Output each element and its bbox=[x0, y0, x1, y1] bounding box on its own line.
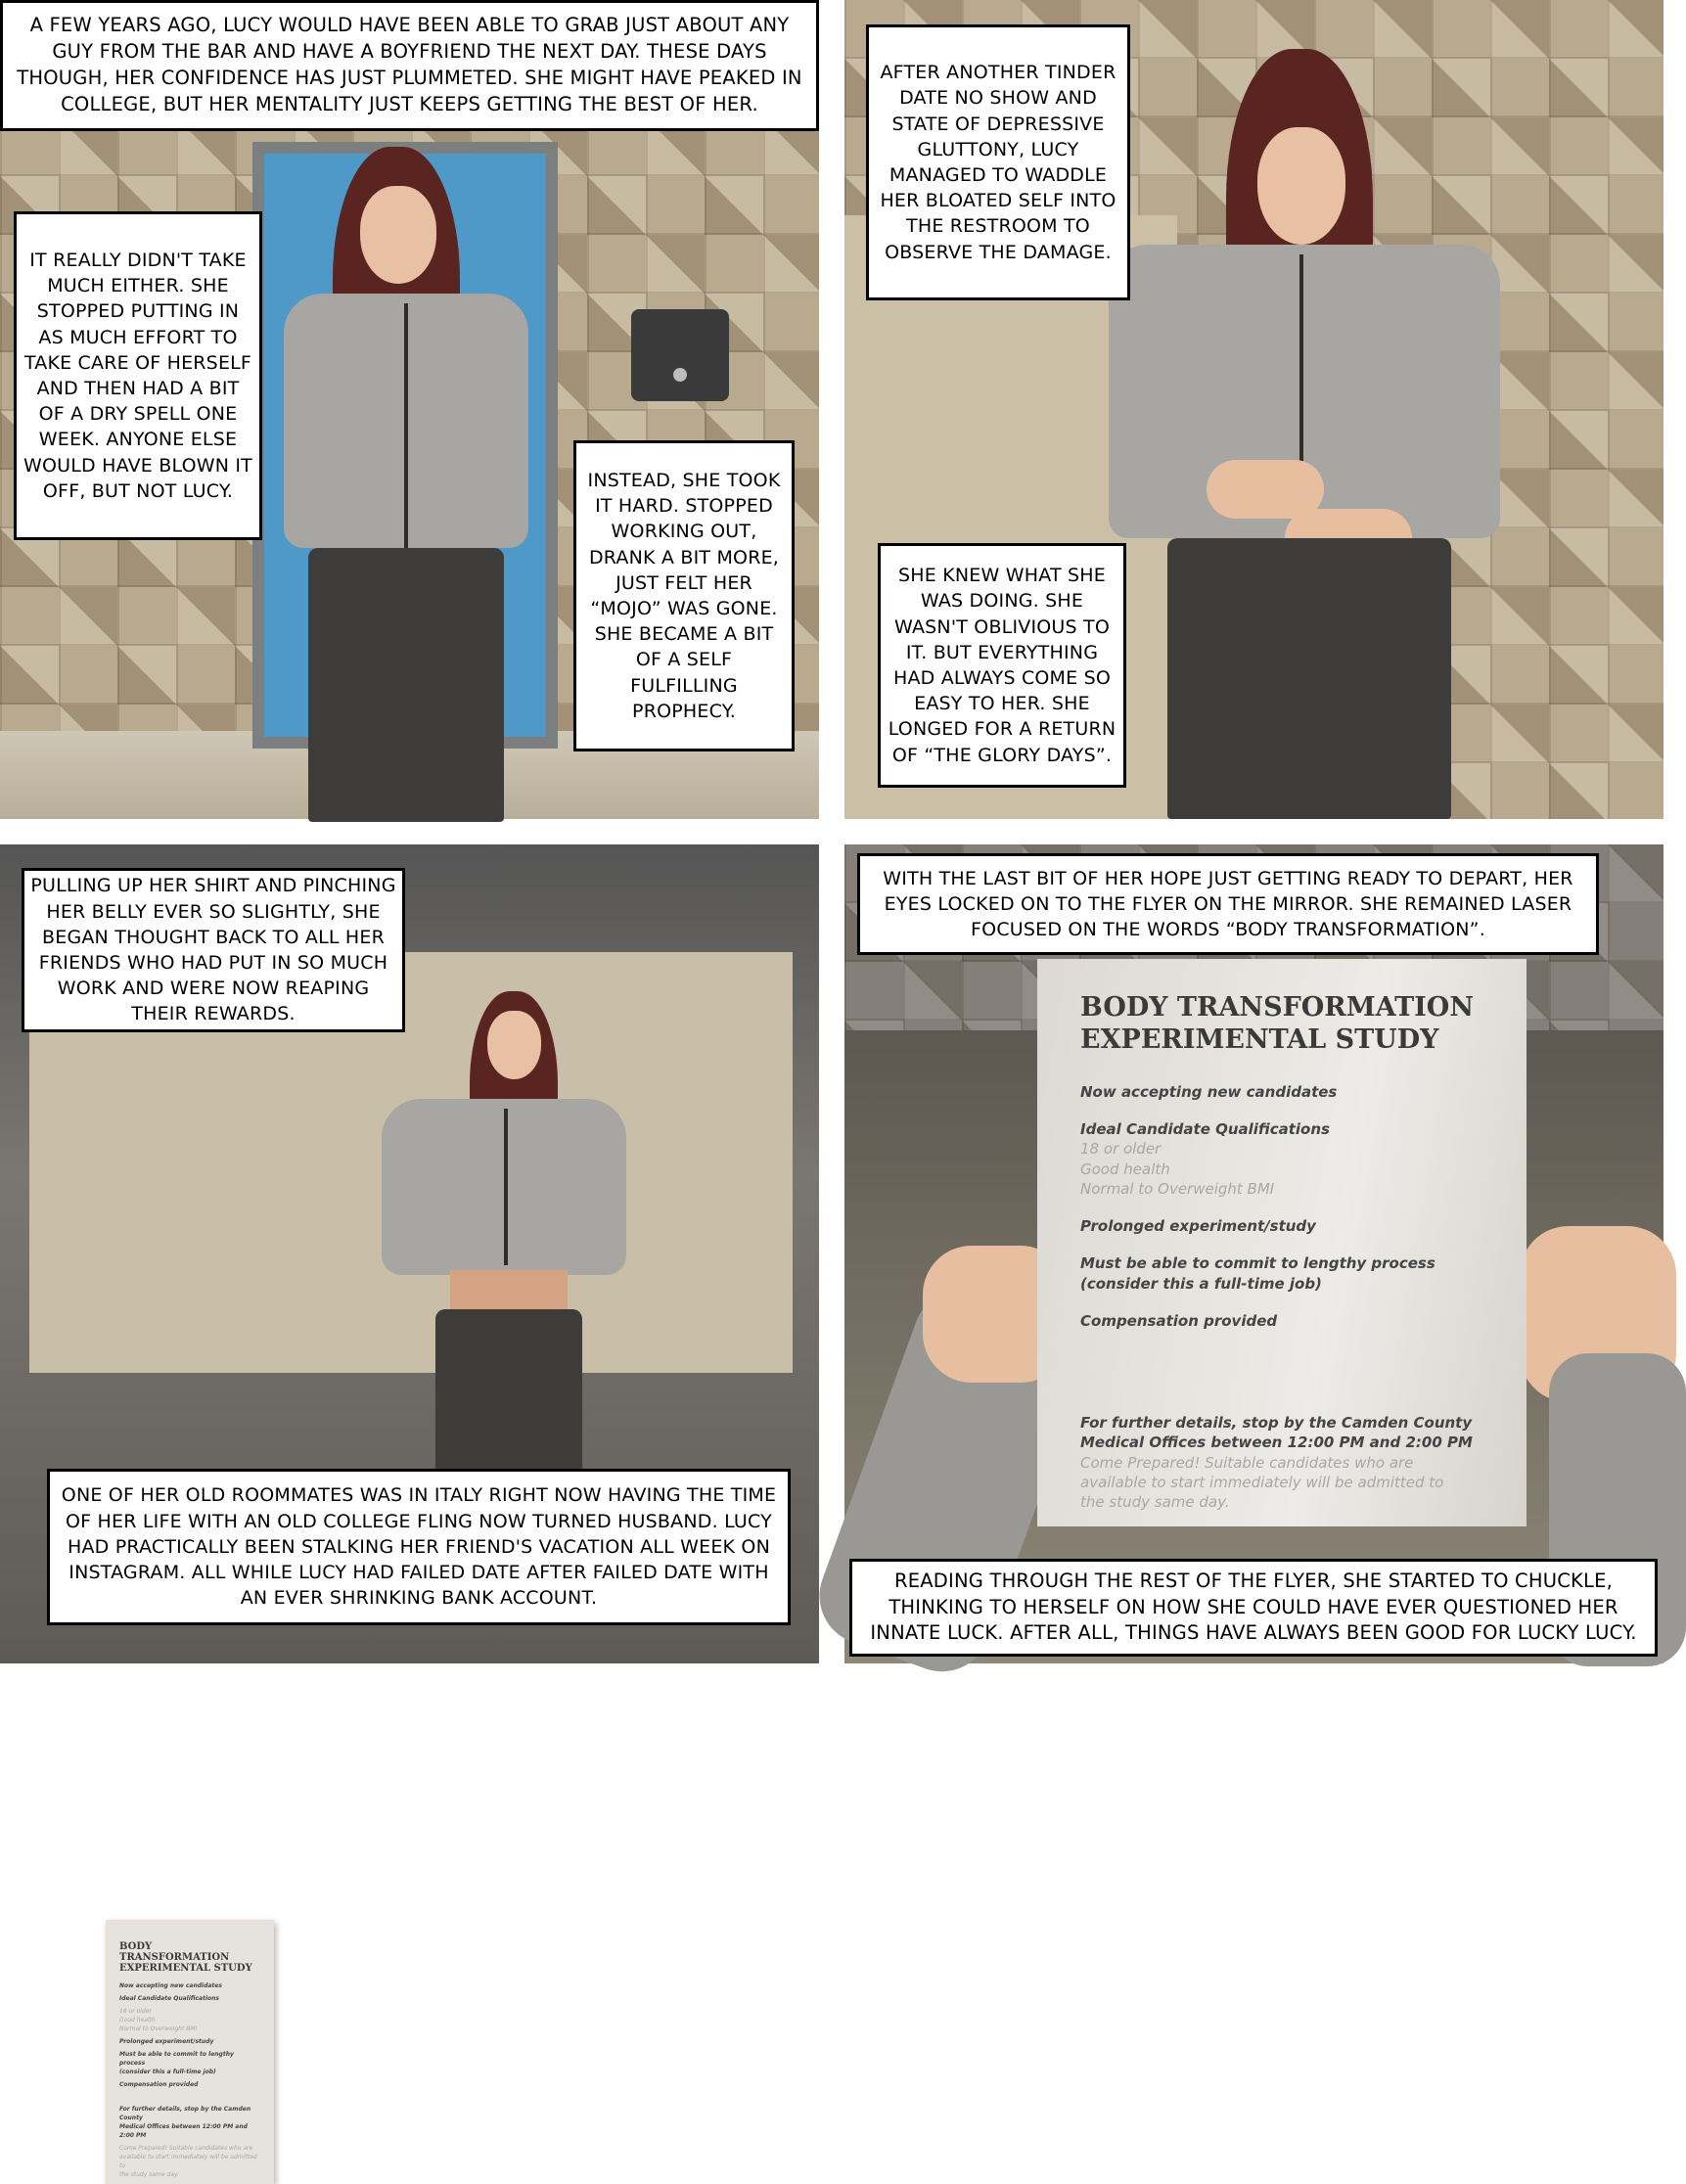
flyer-on-mirror bbox=[106, 1920, 274, 2184]
flyer-commit: Must be able to commit to lengthy process (consider this a full-time job) bbox=[1080, 1254, 1435, 1293]
flyer-come-prepared: Come Prepared! Suitable candidates who are available to start immediately will be admitted to the study same day. bbox=[1080, 1453, 1444, 1512]
flyer-compensation: Compensation provided bbox=[1080, 1311, 1278, 1330]
flyer-accepting: Now accepting new candidates bbox=[1080, 1082, 1338, 1101]
caption-box: READING THROUGH THE REST OF THE FLYER, SHE STARTED TO CHUCKLE, THINKING TO HERSELF ON HOW SHE COULD HAVE EVER QUESTIONED HER INNATE LUCK. AFTER ALL, THINGS HAVE ALWAYS BEEN GOOD FOR LUCKY LUCY. bbox=[849, 1559, 1658, 1657]
caption-box: SHE KNEW WHAT SHE WAS DOING. SHE WASN'T OBLIVIOUS TO IT. BUT EVERYTHING HAD ALWAYS COME SO EASY TO HER. SHE LONGED FOR A RETURN OF “THE GLORY DAYS”. bbox=[878, 543, 1126, 788]
lucy-figure bbox=[264, 147, 558, 822]
caption-box: AFTER ANOTHER TINDER DATE NO SHOW AND STATE OF DEPRESSIVE GLUTTONY, LUCY MANAGED TO WADDLE HER BLOATED SELF INTO THE RESTROOM TO OBSERVE THE DAMAGE. bbox=[866, 24, 1130, 300]
held-flyer bbox=[1037, 959, 1527, 1526]
flyer-commit: Must be able to commit to lengthy process (consider this a full-time job) bbox=[119, 2051, 234, 2075]
lucy-reflection bbox=[382, 991, 636, 1480]
flyer-title: BODY TRANSFORMATION EXPERIMENTAL STUDY bbox=[119, 1941, 252, 1974]
caption-box: INSTEAD, SHE TOOK IT HARD. STOPPED WORKING OUT, DRANK A BIT MORE, JUST FELT HER “MOJO” WAS GONE. SHE BECAME A BIT OF A SELF FULFILLING PROPHECY. bbox=[573, 440, 795, 751]
caption-box: ONE OF HER OLD ROOMMATES WAS IN ITALY RIGHT NOW HAVING THE TIME OF HER LIFE WITH AN OLD COLLEGE FLING NOW TURNED HUSBAND. LUCY HAD PRACTICALLY BEEN STALKING HER FRIEND'S VACATION ALL WEEK ON INSTAGRAM. ALL WHILE LUCY HAD FAILED DATE AFTER FAILED DATE WITH AN EVER SHRINKING BANK ACCOUNT. bbox=[47, 1469, 791, 1625]
flyer-qual-list: 18 or older Good health Normal to Overweight BMI bbox=[1080, 1140, 1275, 1198]
flyer-qual-heading: Ideal Candidate Qualifications bbox=[1080, 1120, 1330, 1139]
caption-box: A FEW YEARS AGO, LUCY WOULD HAVE BEEN ABLE TO GRAB JUST ABOUT ANY GUY FROM THE BAR AND HAVE A BOYFRIEND THE NEXT DAY. THESE DAYS THOUGH, HER CONFIDENCE HAS JUST PLUMMETED. SHE MIGHT HAVE PEAKED IN COLLEGE, BUT HER MENTALITY JUST KEEPS GETTING THE BEST OF HER. bbox=[0, 0, 819, 131]
flyer-prolonged: Prolonged experiment/study bbox=[119, 2038, 214, 2045]
caption-box: IT REALLY DIDN'T TAKE MUCH EITHER. SHE STOPPED PUTTING IN AS MUCH EFFORT TO TAKE CARE OF HERSELF AND THEN HAD A BIT OF A DRY SPELL ONE WEEK. ANYONE ELSE WOULD HAVE BLOWN IT OFF, BUT NOT LUCY. bbox=[14, 211, 262, 540]
flyer-qual-heading: Ideal Candidate Qualifications bbox=[119, 1995, 219, 2002]
flyer-qual-list: 18 or older Good health Normal to Overweight BMI bbox=[119, 2008, 198, 2032]
caption-box: PULLING UP HER SHIRT AND PINCHING HER BELLY EVER SO SLIGHTLY, SHE BEGAN THOUGHT BACK TO ALL HER FRIENDS WHO HAD PUT IN SO MUCH WORK AND WERE NOW REAPING THEIR REWARDS. bbox=[22, 868, 405, 1032]
comic-panel-2 bbox=[844, 0, 1663, 819]
flyer-accepting: Now accepting new candidates bbox=[119, 1982, 222, 1989]
flyer-come-prepared: Come Prepared! Suitable candidates who are available to start immediately will be admitted to the study same day. bbox=[119, 2145, 257, 2178]
flyer-prolonged: Prolonged experiment/study bbox=[1080, 1217, 1316, 1236]
flyer-compensation: Compensation provided bbox=[119, 2081, 199, 2088]
comic-panel-1 bbox=[0, 0, 819, 819]
comic-panel-3 bbox=[0, 844, 819, 2178]
bare-midriff bbox=[450, 1270, 568, 1309]
flyer-details: For further details, stop by the Camden County Medical Offices between 12:00 PM and 2:00 PM bbox=[1080, 1414, 1473, 1452]
flyer-title: BODY TRANSFORMATION EXPERIMENTAL STUDY bbox=[1080, 992, 1474, 1055]
caption-box: WITH THE LAST BIT OF HER HOPE JUST GETTING READY TO DEPART, HER EYES LOCKED ON TO THE FLYER ON THE MIRROR. SHE REMAINED LASER FOCUSED ON THE WORDS “BODY TRANSFORMATION”. bbox=[857, 853, 1599, 955]
flyer-details: For further details, stop by the Camden County Medical Offices between 12:00 PM and 2:00 PM bbox=[119, 2106, 251, 2139]
paper-towel-dispenser bbox=[631, 309, 729, 401]
